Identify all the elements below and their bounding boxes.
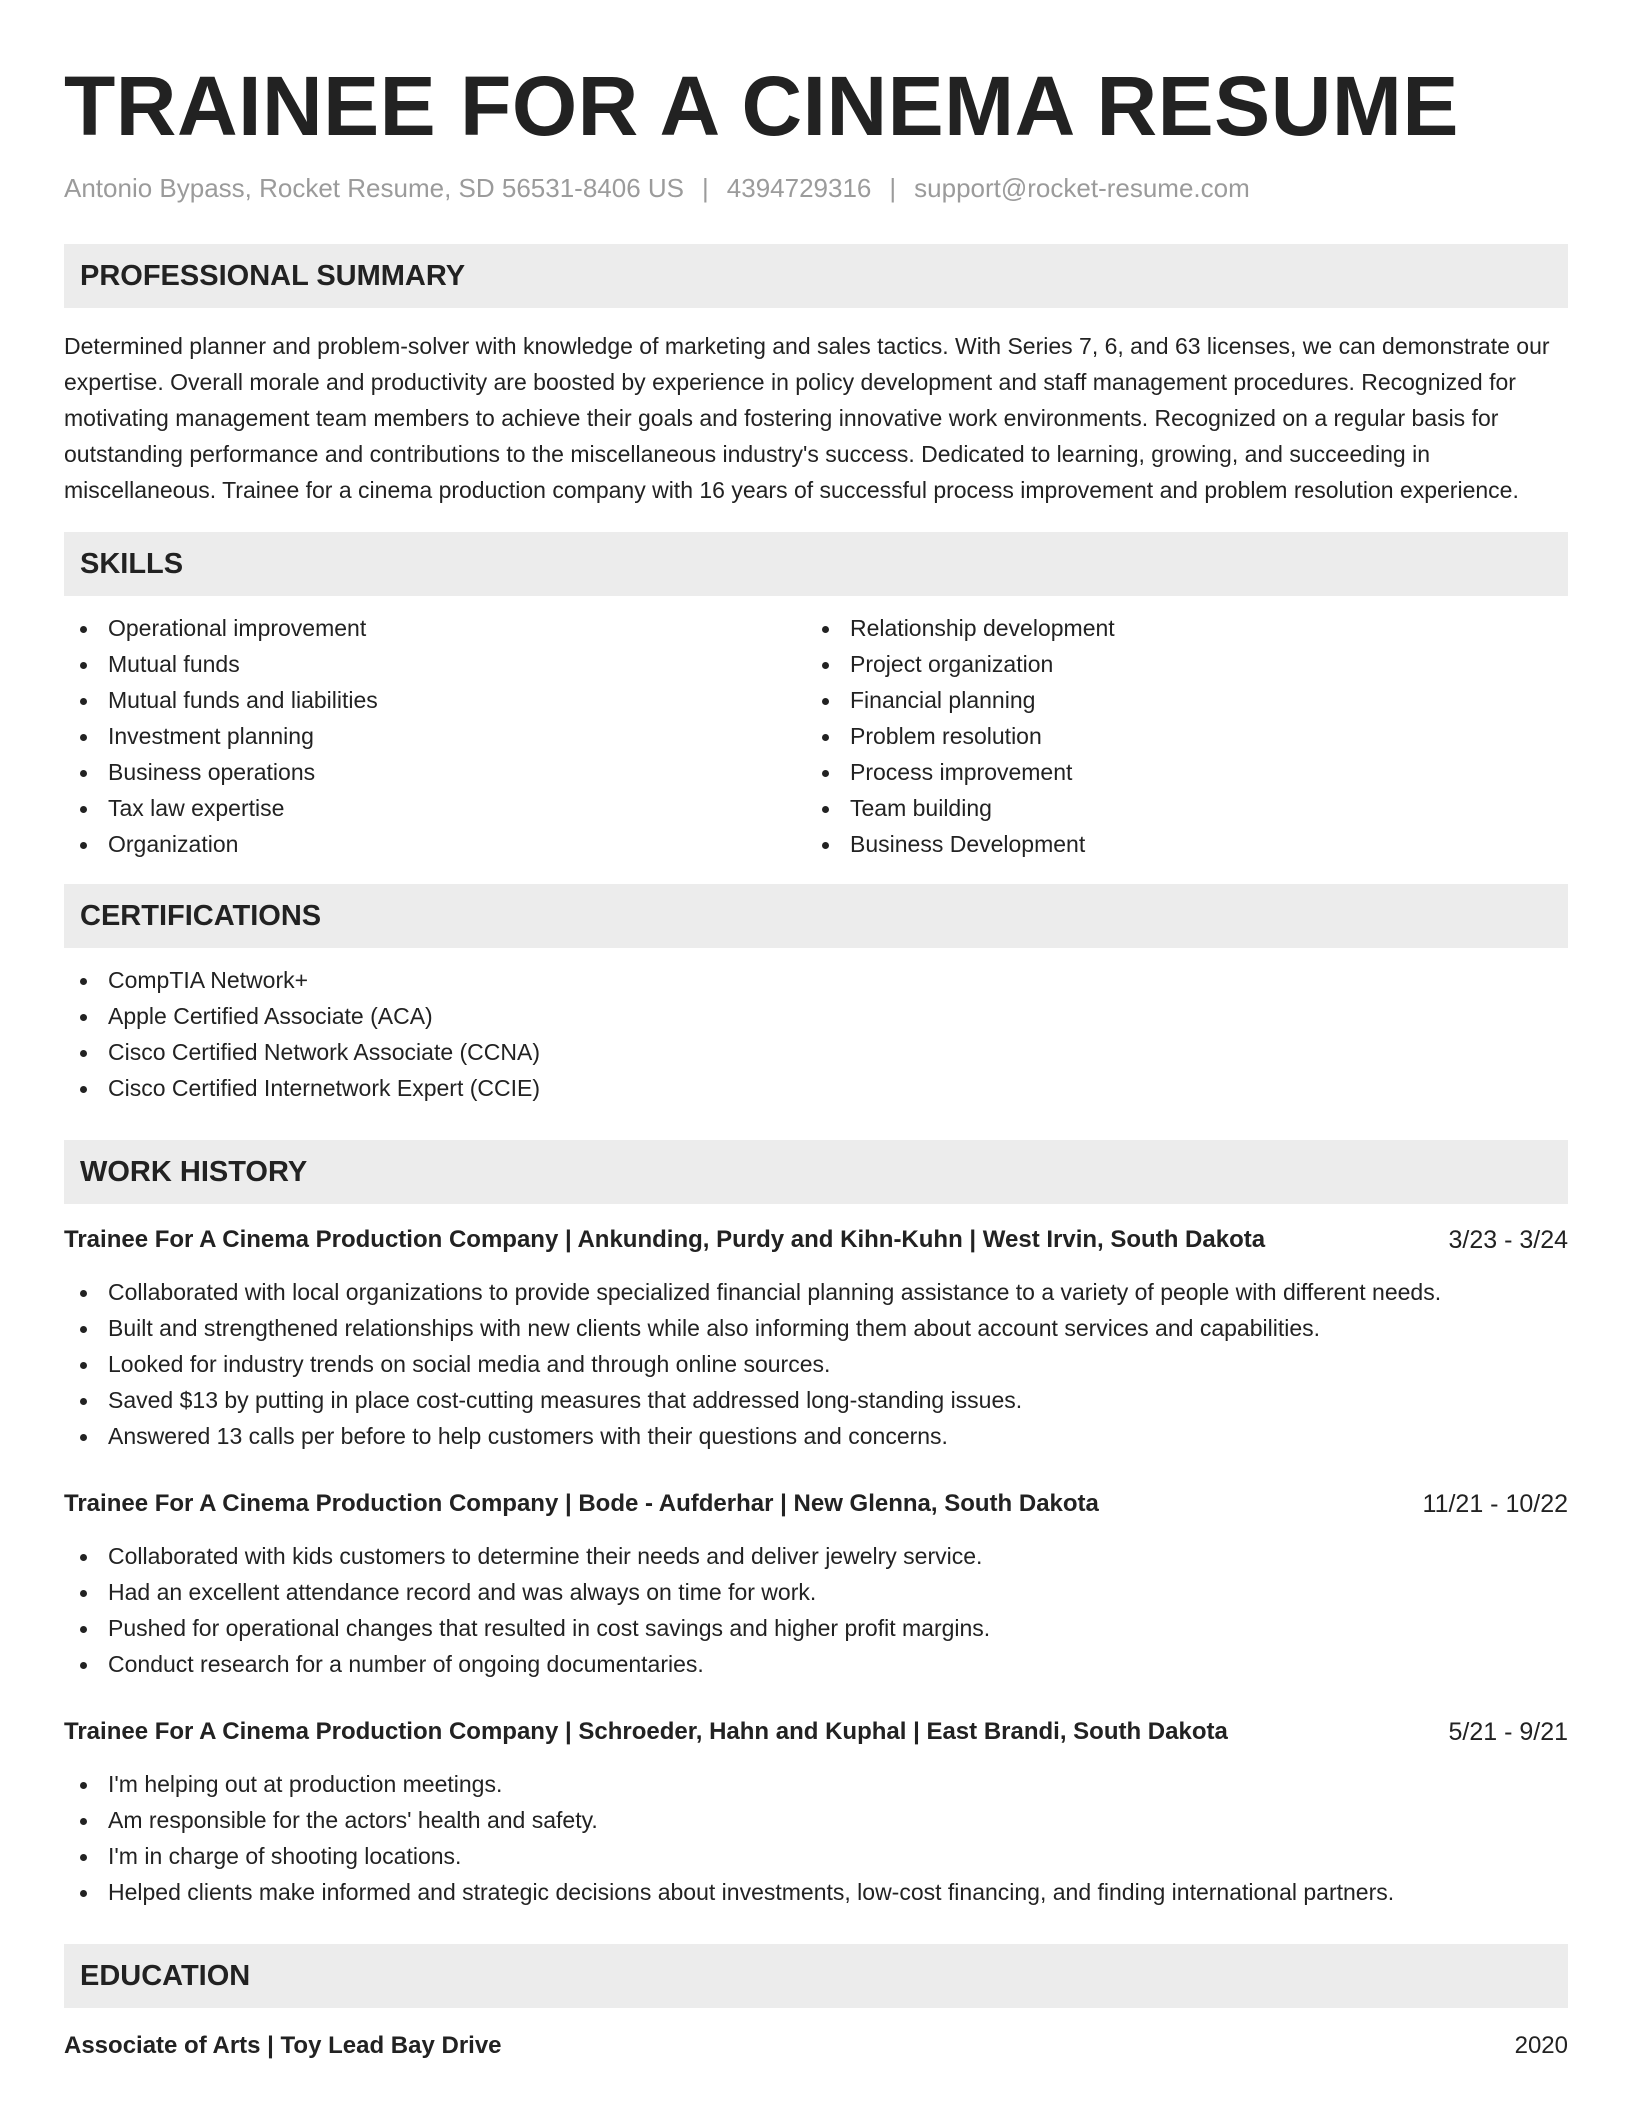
skill-item: Team building [806, 790, 1548, 826]
skills-column-left [64, 610, 806, 862]
section-header-work-history: WORK HISTORY [64, 1140, 1568, 1204]
job-bullets [64, 1274, 1568, 1454]
certification-item: Apple Certified Associate (ACA) [64, 998, 1568, 1034]
contact-separator: | [889, 173, 897, 203]
job-bullet: Collaborated with kids customers to determine their needs and deliver jewelry service. [64, 1538, 1568, 1574]
job-title: Trainee For A Cinema Production Company | Schroeder, Hahn and Kuphal | East Brandi, South Dakota [64, 1718, 1228, 1745]
job-entry [64, 1224, 1568, 1454]
section-header-summary: PROFESSIONAL SUMMARY [64, 244, 1568, 308]
job-bullet: Looked for industry trends on social media and through online sources. [64, 1346, 1568, 1382]
job-title: Trainee For A Cinema Production Company | Ankunding, Purdy and Kihn-Kuhn | West Irvin, South Dakota [64, 1226, 1266, 1253]
section-header-skills: SKILLS [64, 532, 1568, 596]
section-header-certifications: CERTIFICATIONS [64, 884, 1568, 948]
certification-item: CompTIA Network+ [64, 962, 1568, 998]
skill-item: Process improvement [806, 754, 1548, 790]
skill-item: Problem resolution [806, 718, 1548, 754]
skill-item: Tax law expertise [64, 790, 806, 826]
education-year: 2020 [1514, 2032, 1568, 2059]
skills-column-right [806, 610, 1548, 862]
job-bullet: Pushed for operational changes that resulted in cost savings and higher profit margins. [64, 1610, 1568, 1646]
job-bullet: Helped clients make informed and strategic decisions about investments, low-cost financing, and finding international partners. [64, 1874, 1568, 1910]
job-bullet: Conduct research for a number of ongoing documentaries. [64, 1646, 1568, 1682]
contact-email: support@rocket-resume.com [914, 173, 1250, 203]
skill-item: Operational improvement [64, 610, 806, 646]
skill-item: Relationship development [806, 610, 1548, 646]
job-bullet: Had an excellent attendance record and was always on time for work. [64, 1574, 1568, 1610]
job-header [64, 1716, 1568, 1748]
resume-page [64, 0, 1568, 2062]
education-title: Associate of Arts | Toy Lead Bay Drive [64, 2032, 502, 2059]
certifications-list [64, 962, 1568, 1106]
job-dates: 3/23 - 3/24 [1448, 1226, 1568, 1254]
contact-phone: 4394729316 [726, 173, 872, 203]
skill-item: Mutual funds and liabilities [64, 682, 806, 718]
job-title: Trainee For A Cinema Production Company | Bode - Aufderhar | New Glenna, South Dakota [64, 1490, 1099, 1517]
job-bullet: Collaborated with local organizations to provide specialized financial planning assistance to a variety of people with different needs. [64, 1274, 1568, 1310]
job-bullets [64, 1538, 1568, 1682]
skill-item: Business Development [806, 826, 1548, 862]
skill-item: Organization [64, 826, 806, 862]
job-bullet: I'm in charge of shooting locations. [64, 1838, 1568, 1874]
job-bullet: Am responsible for the actors' health and safety. [64, 1802, 1568, 1838]
section-header-education: EDUCATION [64, 1944, 1568, 2008]
job-header [64, 1488, 1568, 1520]
resume-title: TRAINEE FOR A CINEMA RESUME [64, 59, 1459, 153]
skill-item: Mutual funds [64, 646, 806, 682]
job-entry [64, 1488, 1568, 1682]
job-dates: 11/21 - 10/22 [1422, 1490, 1568, 1518]
job-bullet: Answered 13 calls per before to help customers with their questions and concerns. [64, 1418, 1568, 1454]
job-entry [64, 1716, 1568, 1910]
skill-item: Investment planning [64, 718, 806, 754]
skill-item: Financial planning [806, 682, 1548, 718]
contact-separator: | [702, 173, 709, 203]
job-bullet: Built and strengthened relationships with new clients while also informing them about account services and capabilities. [64, 1310, 1568, 1346]
contact-line [64, 172, 1568, 204]
skill-item: Project organization [806, 646, 1548, 682]
certification-item: Cisco Certified Network Associate (CCNA) [64, 1034, 1568, 1070]
job-dates: 5/21 - 9/21 [1448, 1718, 1568, 1746]
summary-text: Determined planner and problem-solver with knowledge of marketing and sales tactics. With Series 7, 6, and 63 licenses, we can demonstrate our expertise. Overall morale and productivity are boosted by experience in policy development and staff management procedures. Recognized for motivating management team members to achieve their goals and fostering innovative work environments. Recognized on a regular basis for outstanding performance and contributions to the miscellaneous industry's success. Dedicated to learning, growing, and succeeding in miscellaneous. Trainee for a cinema production company with 16 years of successful process improvement and problem resolution experience. [64, 333, 1550, 503]
certification-item: Cisco Certified Internetwork Expert (CCIE) [64, 1070, 1568, 1106]
job-bullet: Saved $13 by putting in place cost-cutting measures that addressed long-standing issues. [64, 1382, 1568, 1418]
job-header [64, 1224, 1568, 1256]
skill-item: Business operations [64, 754, 806, 790]
contact-address: Antonio Bypass, Rocket Resume, SD 56531-8406 US [64, 173, 685, 203]
job-bullets [64, 1766, 1568, 1910]
job-bullet: I'm helping out at production meetings. [64, 1766, 1568, 1802]
education-entry [64, 2030, 1568, 2062]
skills-grid [64, 610, 1568, 862]
